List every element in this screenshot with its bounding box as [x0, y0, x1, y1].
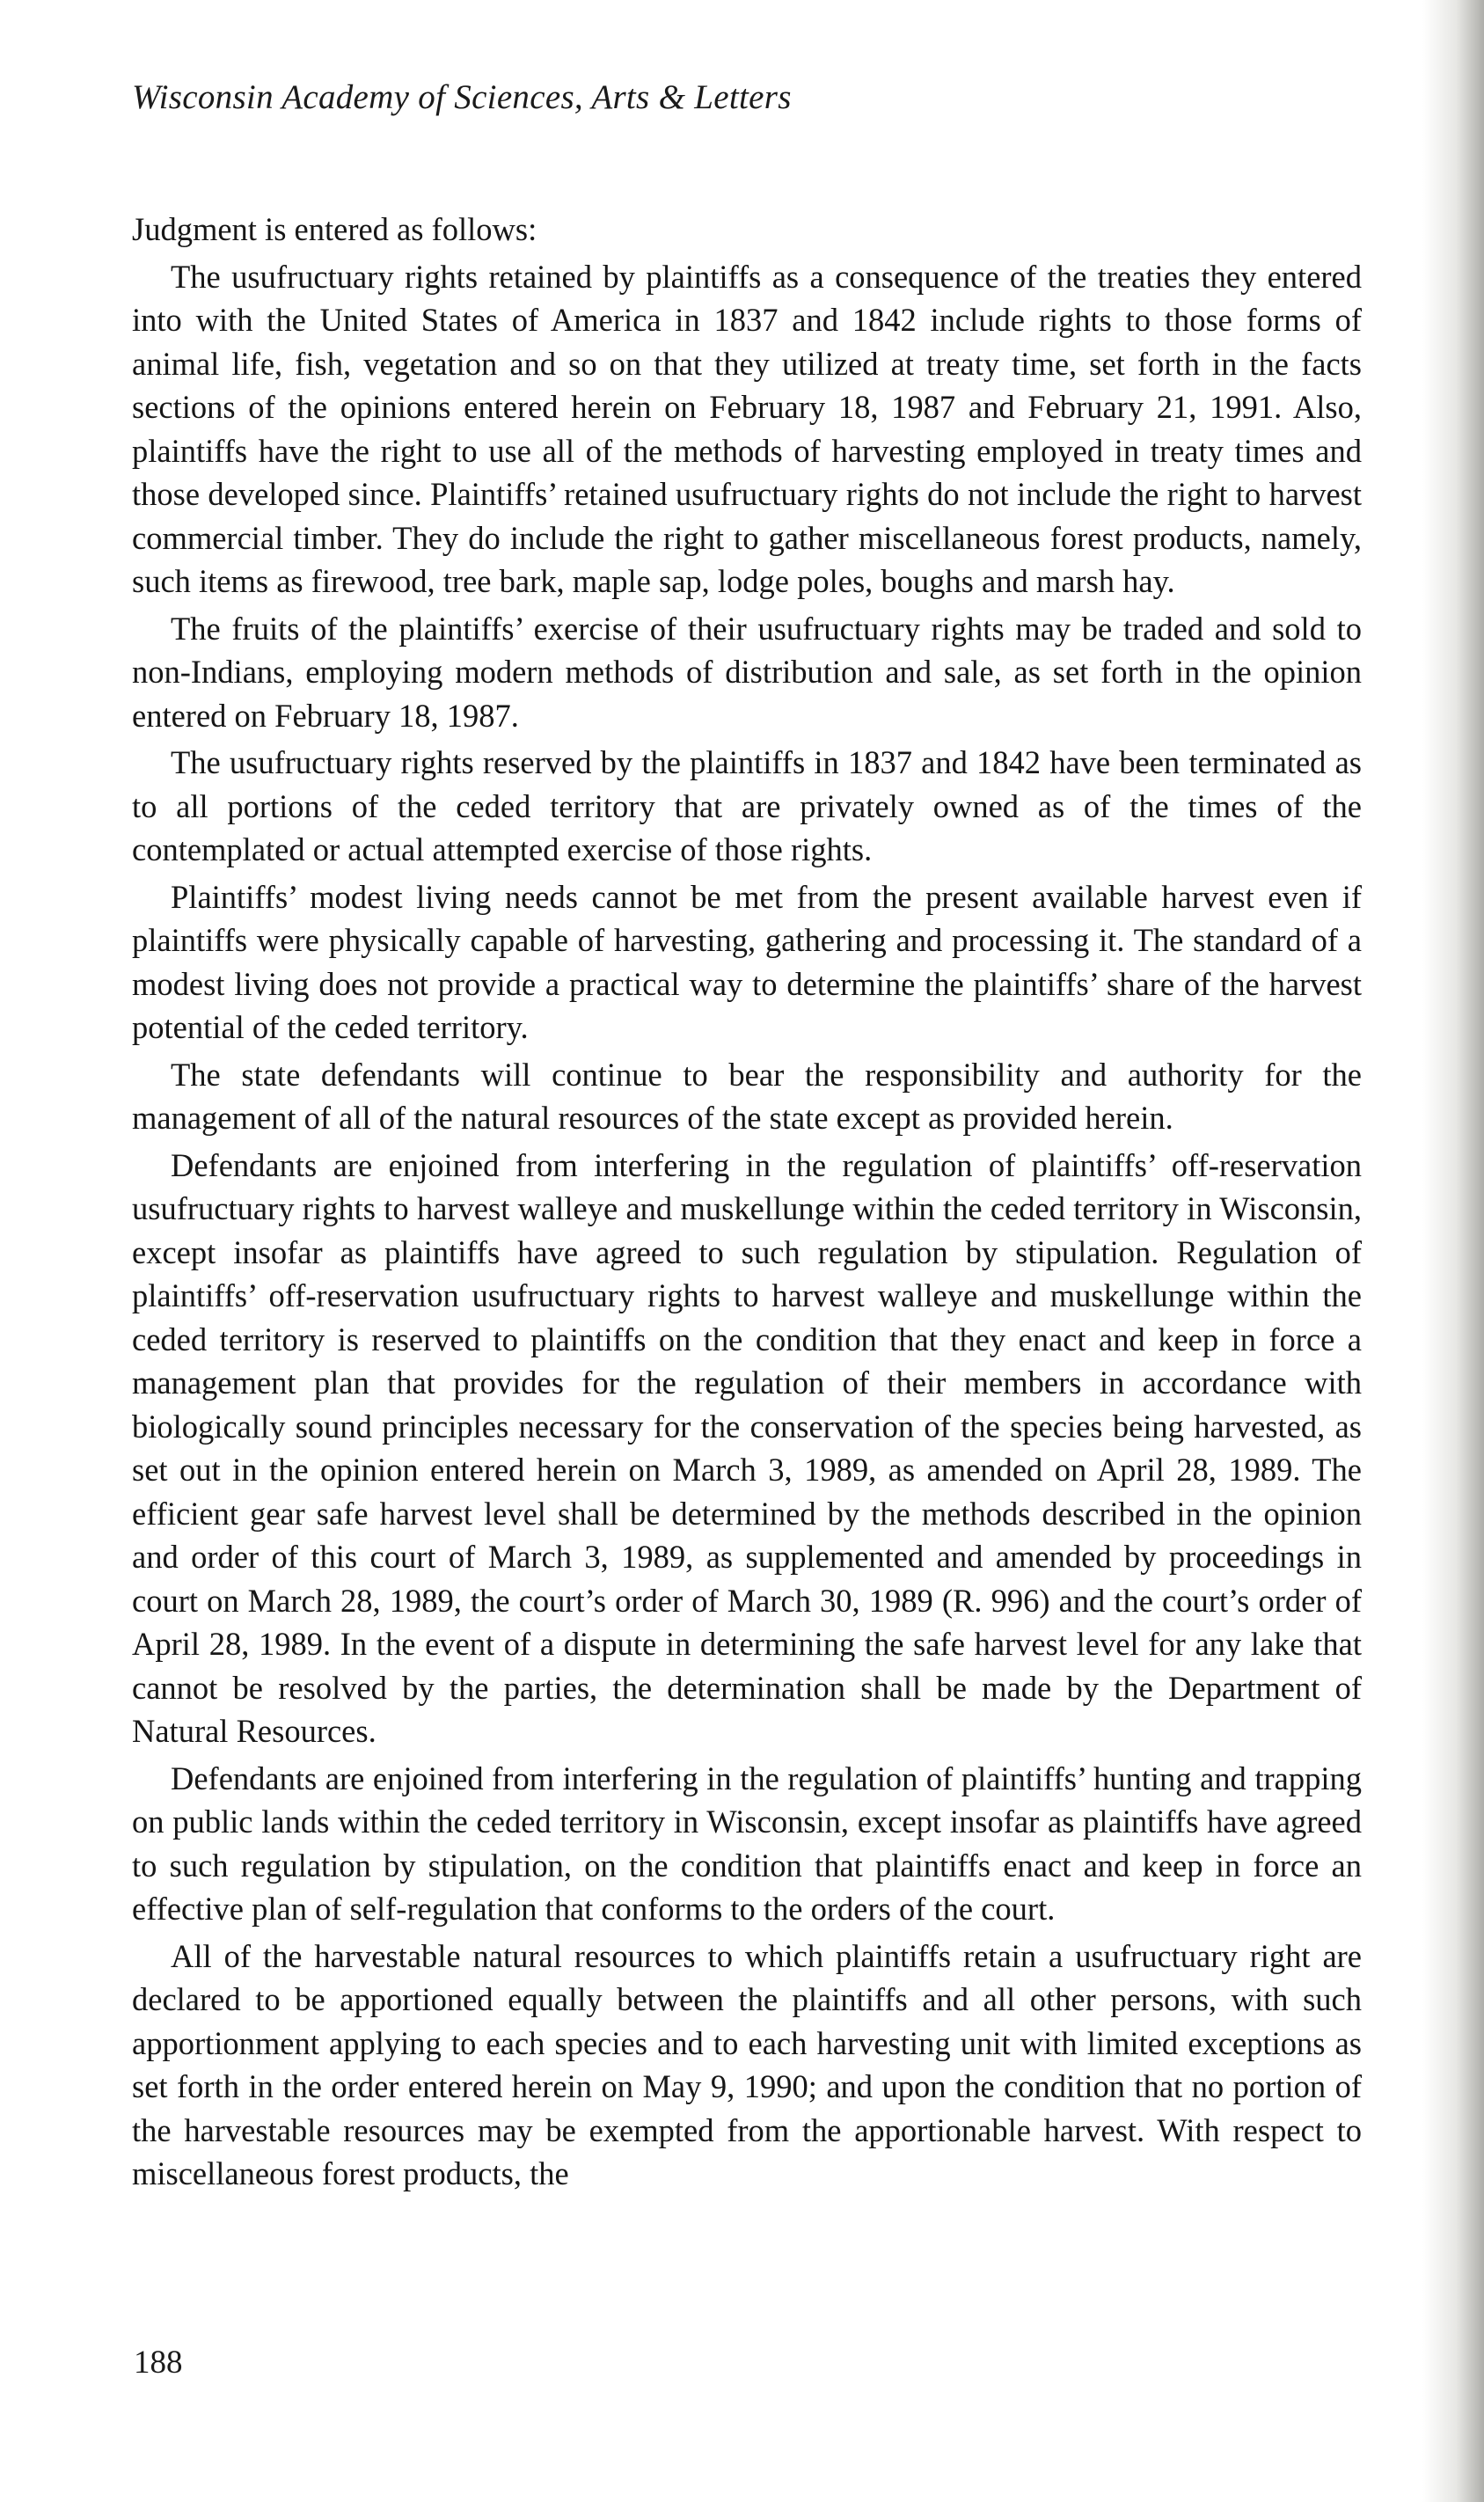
- paragraph-trade-and-sale: The fruits of the plaintiffs’ exercise of their usufructuary rights may be traded and sold to non-Indians, employing modern methods of distribution and sale, as set forth in the opinion entered on February 18, 1987.: [132, 610, 1362, 734]
- page-edge-shadow: [1422, 0, 1484, 2502]
- paragraph-private-lands: The usufructuary rights reserved by the plaintiffs in 1837 and 1842 have been terminated as to all portions of the ceded territory that are privately owned as of the times of the contemplated or actual attempted exercise of those rights.: [132, 744, 1362, 867]
- paragraph-walleye-muskellunge: Defendants are enjoined from interfering in the regulation of plaintiffs’ off-reservation usufructuary rights to harvest walleye and muskellunge within the ceded territory in Wisconsin, except insofar as plaintiffs have agreed to such regulation by stipulation. Regulation of plaintiffs’ off-reservation usufructuary rights to harvest walleye and muskellunge within the ceded territory is reserved to plaintiffs on the condition that they enact and keep in force a management plan that provides for the regulation of their members in accordance with biologically sound principles necessary for the conservation of the species being harvested, as set out in the opinion entered herein on March 3, 1989, as amended on April 28, 1989. The efficient gear safe harvest level shall be determined by the methods described in the opinion and order of this court of March 3, 1989, as supplemented and amended by proceedings in court on March 28, 1989, the court’s order of March 30, 1989 (R. 996) and the court’s order of April 28, 1989. In the event of a dispute in determining the safe harvest level for any lake that cannot be resolved by the parties, the determination shall be made by the Department of Natural Resources.: [132, 1146, 1362, 1749]
- body-text: [132, 208, 1362, 2199]
- paragraph-state-management: The state defendants will continue to bear the responsibility and authority for the management of all of the natural resources of the state except as provided herein.: [132, 1056, 1362, 1136]
- paragraph-judgment-intro: Judgment is entered as follows:: [132, 211, 537, 247]
- paragraph-apportionment: All of the harvestable natural resources to which plaintiffs retain a usufructuary right are declared to be apportioned equally between the plaintiffs and all other persons, with such apportionment applying to each species and to each harvesting unit with limited exceptions as set forth in the order entered herein on May 9, 1990; and upon the condition that no portion of the harvestable resources may be exempted from the apportionable harvest. With respect to miscellaneous forest products, the: [132, 1937, 1362, 2191]
- page-number: 188: [134, 2345, 183, 2381]
- paragraph-usufructuary-rights: The usufructuary rights retained by plaintiffs as a consequence of the treaties they entered into with the United States of America in 1837 and 1842 include rights to those forms of animal life, fish, vegetation and so on that they utilized at treaty time, set forth in the facts sections of the opinions entered herein on February 18, 1987 and February 21, 1991. Also, plaintiffs have the right to use all of the methods of harvesting employed in treaty times and those developed since. Plaintiffs’ retained usufructuary rights do not include the right to harvest commercial timber. They do include the right to gather miscellaneous forest products, namely, such items as firewood, tree bark, maple sap, lodge poles, boughs and marsh hay.: [132, 258, 1362, 599]
- running-header: Wisconsin Academy of Sciences, Arts & Letters: [132, 78, 792, 116]
- paragraph-modest-living: Plaintiffs’ modest living needs cannot be met from the present available harvest even if plaintiffs were physically capable of harvesting, gathering and processing it. The standard of a modest living does not provide a practical way to determine the plaintiffs’ share of the harvest potential of the ceded territory.: [132, 878, 1362, 1045]
- paragraph-hunting-trapping: Defendants are enjoined from interfering in the regulation of plaintiffs’ hunting and trapping on public lands within the ceded territory in Wisconsin, except insofar as plaintiffs have agreed to such regulation by stipulation, on the condition that plaintiffs enact and keep in force an effective plan of self-regulation that conforms to the orders of the court.: [132, 1759, 1362, 1927]
